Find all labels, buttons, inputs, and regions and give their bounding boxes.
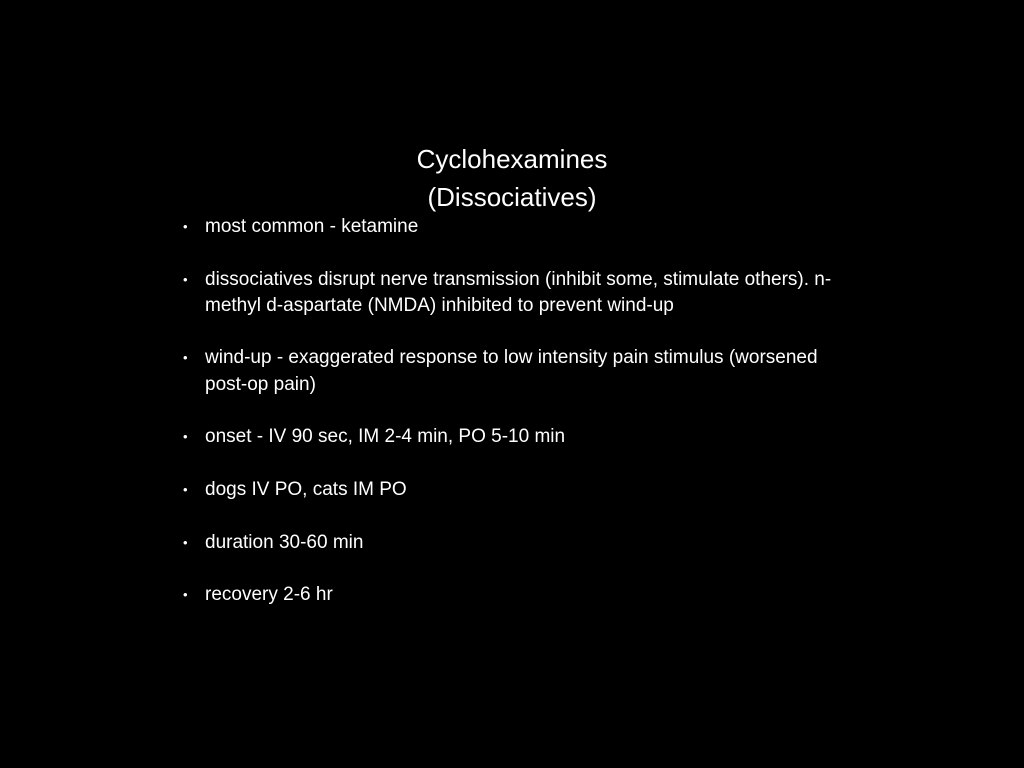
bullet-dot-icon: • (183, 481, 188, 497)
bullet-text: dogs IV PO, cats IM PO (205, 478, 407, 500)
bullet-text: duration 30-60 min (205, 531, 364, 553)
bullet-item-nerve-transmission (183, 267, 843, 320)
bullet-dot-icon: • (183, 271, 188, 287)
slide-title-line-1: Cyclohexamines (416, 144, 608, 174)
bullet-dot-icon: • (183, 219, 188, 234)
bullet-item-duration (183, 530, 843, 556)
bullet-dot-icon: • (183, 587, 188, 603)
bullet-item-onset (183, 424, 843, 450)
slide-title-line-2: (Dissociatives) (427, 182, 597, 212)
slide-title (312, 140, 712, 216)
bullet-text: most common - ketamine (205, 216, 419, 237)
bullet-text: dissociatives disrupt nerve transmission (inhibit some, stimulate others). n-methyl d-aspartate (NMDA) inhibited to prevent wind-up (205, 268, 832, 316)
bullet-item-ketamine (183, 214, 843, 240)
bullet-text: wind-up - exaggerated response to low intensity pain stimulus (worsened post-op pain) (205, 347, 818, 395)
bullet-item-recovery (183, 582, 843, 608)
bullet-dot-icon: • (183, 350, 188, 366)
bullet-dot-icon: • (183, 429, 188, 445)
bullet-text: recovery 2-6 hr (205, 584, 333, 606)
bullet-item-wind-up (183, 345, 843, 398)
bullet-list (183, 214, 843, 635)
bullet-dot-icon: • (183, 534, 188, 550)
bullet-item-species-routes (183, 477, 843, 503)
bullet-text: onset - IV 90 sec, IM 2-4 min, PO 5-10 min (205, 426, 566, 448)
